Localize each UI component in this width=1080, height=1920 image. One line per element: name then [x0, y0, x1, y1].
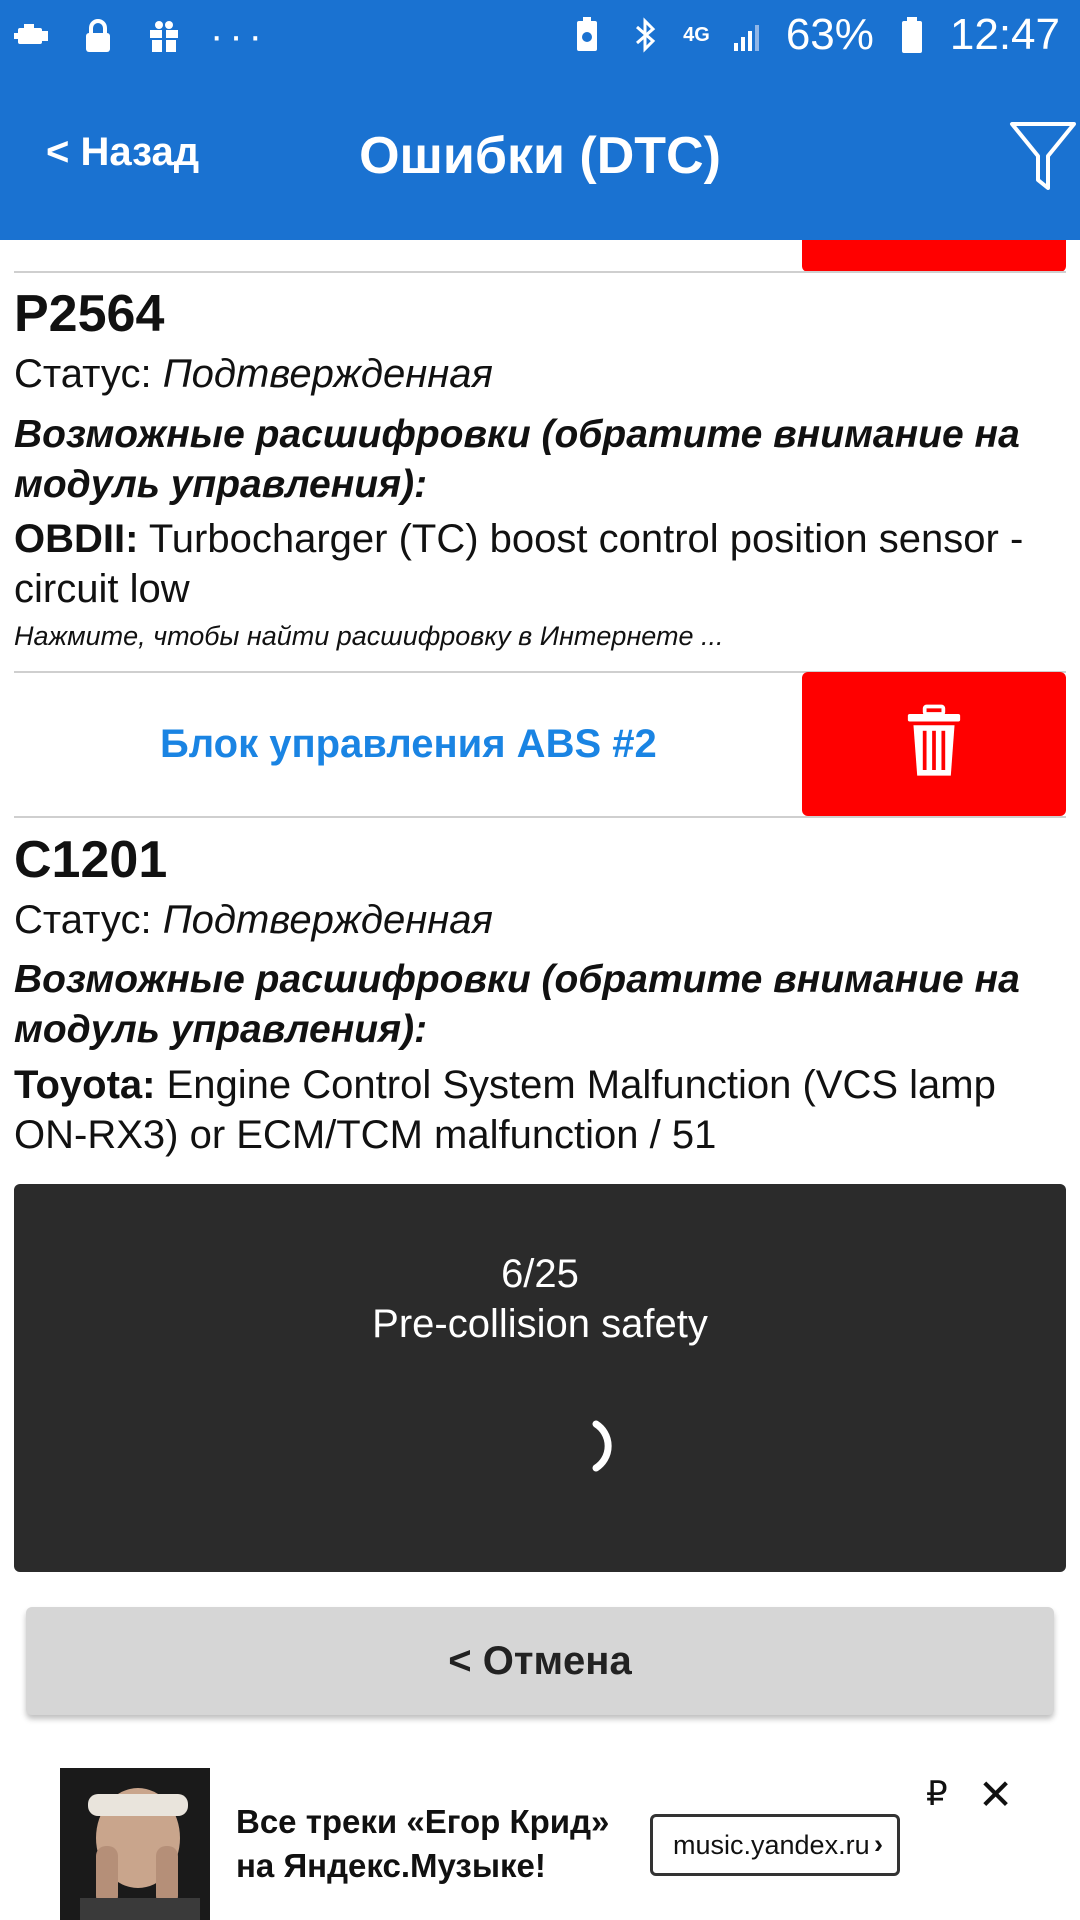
dtc-description — [14, 514, 1054, 614]
decode-text: Engine Control System Malfunction (VCS lamp ON-RX3) or ECM/TCM malfunction / 51 — [14, 1063, 996, 1157]
gift-icon — [144, 16, 184, 56]
delete-button-partial[interactable] — [802, 240, 1066, 272]
ruble-icon: ₽ — [926, 1775, 948, 1813]
filter-icon[interactable] — [1004, 118, 1080, 194]
ad-url: music.yandex.ru — [673, 1829, 870, 1860]
decode-hint: Возможные расшифровки (обратите внимание на модуль управления): — [14, 958, 1020, 1051]
delete-button[interactable] — [802, 672, 1066, 816]
divider — [14, 816, 1066, 818]
progress-label: Pre-collision safety — [372, 1302, 708, 1346]
app-header — [0, 0, 1080, 240]
status-label: Статус: — [14, 352, 152, 396]
lock-icon — [78, 16, 118, 56]
decode-source: Toyota: — [14, 1063, 156, 1107]
status-label: Статус: — [14, 898, 152, 942]
decode-text: Turbocharger (TC) boost control position sensor - circuit low — [14, 517, 1024, 611]
ad-image[interactable] — [60, 1768, 210, 1920]
battery-percent: 63% — [785, 10, 874, 59]
control-unit-title: Блок управления ABS #2 — [160, 722, 657, 766]
check-engine-icon — [12, 16, 52, 56]
progress-count: 6/25 — [501, 1252, 579, 1296]
status-value: Подтвержденная — [162, 352, 493, 396]
back-button[interactable]: < Назад — [46, 130, 200, 174]
close-icon[interactable]: ✕ — [978, 1771, 1014, 1818]
dtc-status — [14, 898, 493, 943]
ad-text[interactable]: Все треки «Егор Крид» на Яндекс.Музыке! — [236, 1803, 610, 1884]
cancel-button[interactable]: < Отмена — [26, 1607, 1054, 1715]
divider — [14, 271, 1066, 273]
dtc-code: C1201 — [14, 831, 168, 889]
status-bar — [0, 0, 1080, 76]
dtc-status — [14, 352, 493, 397]
progress-dialog — [14, 1184, 1066, 1572]
trash-icon — [906, 704, 962, 785]
signal-icon — [728, 15, 768, 55]
dtc-code: P2564 — [14, 285, 165, 343]
control-unit-row[interactable] — [14, 672, 1066, 816]
status-value: Подтвержденная — [162, 898, 493, 942]
network-type: 4G — [683, 24, 710, 46]
loading-spinner-icon — [574, 1416, 634, 1476]
search-online-link[interactable]: Нажмите, чтобы найти расшифровку в Интернете ... — [14, 621, 724, 651]
battery-saver-icon — [567, 15, 607, 55]
more-dots-icon: ··· — [210, 14, 268, 58]
battery-icon — [892, 15, 932, 55]
dtc-description — [14, 1060, 1054, 1160]
ad-banner[interactable] — [0, 1744, 1080, 1920]
chevron-right-icon: › — [874, 1829, 883, 1859]
bluetooth-icon — [625, 15, 665, 55]
clock: 12:47 — [949, 10, 1060, 59]
decode-hint: Возможные расшифровки (обратите внимание на модуль управления): — [14, 413, 1020, 506]
page-title: Ошибки (DTC) — [359, 127, 721, 185]
ad-url-button[interactable] — [650, 1814, 900, 1876]
decode-source: OBDII: — [14, 517, 139, 561]
